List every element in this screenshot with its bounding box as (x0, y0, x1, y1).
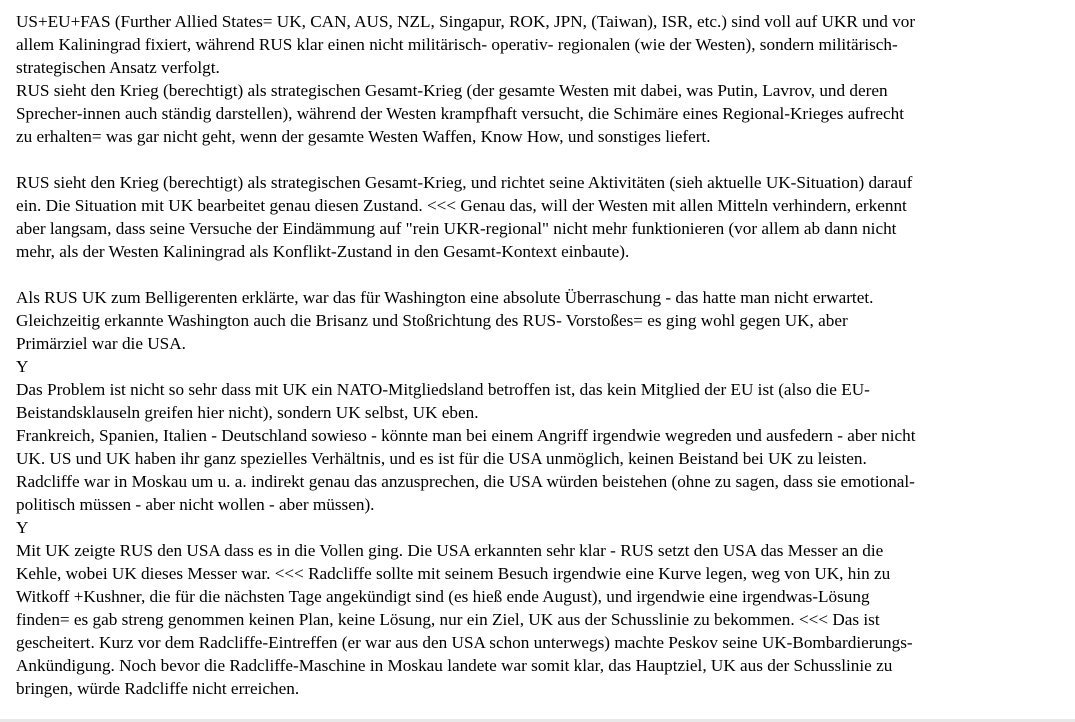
text-line: finden= es gab streng genommen keinen Plan, keine Lösung, nur ein Ziel, UK aus der Schusslinie zu bekommen. <<< Das ist (16, 610, 880, 629)
text-line: bringen, würde Radcliffe nicht erreichen. (16, 679, 300, 698)
text-line: RUS sieht den Krieg (berechtigt) als strategischen Gesamt-Krieg, und richtet seine Aktivitäten (sieh aktuelle UK-Situation) darauf (16, 173, 913, 192)
text-line: RUS sieht den Krieg (berechtigt) als strategischen Gesamt-Krieg (der gesamte Westen mit dabei, was Putin, Lavrov, und deren (16, 81, 888, 100)
text-line: UK. US und UK haben ihr ganz spezielles Verhältnis, und es ist für die USA unmöglich, keinen Beistand bei UK zu leisten. (16, 449, 867, 468)
text-line: US+EU+FAS (Further Allied States= UK, CAN, AUS, NZL, Singapur, ROK, JPN, (Taiwan), ISR, etc.) sind voll auf UKR und vor (16, 12, 916, 31)
text-line: Witkoff +Kushner, die für die nächsten Tage angekündigt sind (es hieß ende August), und irgendwie eine irgendwas-Lösung (16, 587, 870, 606)
text-line: Gleichzeitig erkannte Washington auch die Brisanz und Stoßrichtung des RUS- Vorstoßes= es ging wohl gegen UK, aber (16, 311, 848, 330)
text-line: gescheitert. Kurz vor dem Radcliffe-Eintreffen (er war aus den USA schon unterwegs) machte Peskov seine UK-Bombardierungs- (16, 633, 913, 652)
text-line: Frankreich, Spanien, Italien - Deutschland sowieso - könnte man bei einem Angriff irgendwie wegreden und ausfedern - aber nicht (16, 426, 916, 445)
text-line: Y (16, 518, 29, 537)
text-line: Das Problem ist nicht so sehr dass mit UK ein NATO-Mitgliedsland betroffen ist, das kein Mitglied der EU ist (also die EU- (16, 380, 870, 399)
paragraph-gap (16, 263, 1068, 286)
text-line: strategischen Ansatz verfolgt. (16, 58, 220, 77)
text-line: zu erhalten= was gar nicht geht, wenn der gesamte Westen Waffen, Know How, und sonstiges liefert. (16, 127, 711, 146)
text-line: Primärziel war die USA. (16, 334, 186, 353)
text-line: aber langsam, dass seine Versuche der Eindämmung auf "rein UKR-regional" nicht mehr funktionieren (vor allem ab dann nicht (16, 219, 897, 238)
paragraph-gap (16, 148, 1068, 171)
text-line: Radcliffe war in Moskau um u. a. indirekt genau das anzusprechen, die USA würden beistehen (ohne zu sagen, dass sie emotional- (16, 472, 915, 491)
text-line: mehr, als der Westen Kaliningrad als Konflikt-Zustand in den Gesamt-Kontext einbaute). (16, 242, 630, 261)
text-line: Beistandsklauseln greifen hier nicht), sondern UK selbst, UK eben. (16, 403, 479, 422)
text-line: Ankündigung. Noch bevor die Radcliffe-Maschine in Moskau landete war somit klar, das Hauptziel, UK aus der Schusslinie zu (16, 656, 893, 675)
text-line: Sprecher-innen auch ständig darstellen), während der Westen krampfhaft versucht, die Schimäre eines Regional-Krieges aufrecht (16, 104, 905, 123)
document-body (16, 10, 1068, 700)
text-line: Mit UK zeigte RUS den USA dass es in die Vollen ging. Die USA erkannten sehr klar - RUS setzt den USA das Messer an die (16, 541, 884, 560)
text-line: Y (16, 357, 29, 376)
text-line: politisch müssen - aber nicht wollen - aber müssen). (16, 495, 375, 514)
text-line: allem Kaliningrad fixiert, während RUS klar einen nicht militärisch- operativ- regionalen (wie der Westen), sondern militärisch- (16, 35, 898, 54)
text-line: ein. Die Situation mit UK bearbeitet genau diesen Zustand. <<< Genau das, will der Westen mit allen Mitteln verhindern, erkennt (16, 196, 907, 215)
text-line: Kehle, wobei UK dieses Messer war. <<< Radcliffe sollte mit seinem Besuch irgendwie eine Kurve legen, weg von UK, hin zu (16, 564, 891, 583)
text-line: Als RUS UK zum Belligerenten erklärte, war das für Washington eine absolute Überraschung - das hatte man nicht erwartet. (16, 288, 874, 307)
